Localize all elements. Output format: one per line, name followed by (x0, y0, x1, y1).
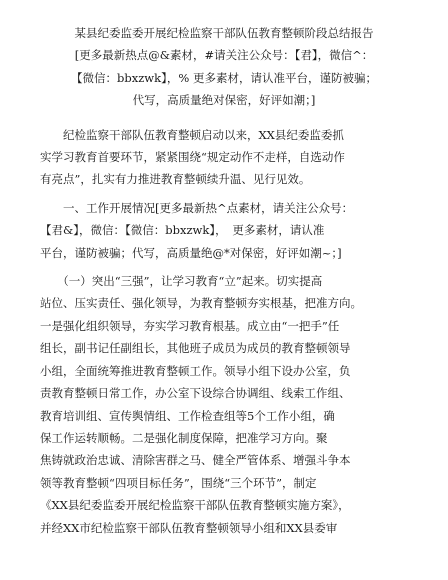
paragraph-line: 一、工作开展情况[更多最新热^点素材，请关注公众号： (40, 200, 354, 215)
paragraph-line: 焦铸就政治忠诚、清除害群之马、健全严管体系、增强斗争本 (40, 453, 351, 468)
header-promo-line: 代写，高质量绝对保密，好评如潮；] (132, 93, 316, 108)
paragraph-line: 责教育整顿日常工作，办公室下设综合协调组、线索工作组、 (40, 386, 351, 401)
paragraph-line: 纪检监察干部队伍教育整顿启动以来，XX县纪委监委抓 (40, 127, 344, 142)
intro-paragraph (40, 124, 408, 191)
paragraph-line: 《XX县纪委监委开展纪检监察干部队伍教育整顿实施方案》， (40, 498, 350, 513)
paragraph-line: 组长，副书记任副组长，其他班子成员为成员的教育整顿领导 (40, 341, 351, 356)
paragraph-line: 有亮点”，扎实有力推进教育整顿续升温、见行见效。 (40, 172, 311, 187)
header-promo-line: [更多最新热点@&素材，#请关注公众号：【君】，微信^： (74, 48, 374, 63)
section-heading (40, 197, 408, 264)
paragraph-line: 小组，全面统筹推进教育整顿工作。领导小组下设办公室，负 (40, 363, 351, 378)
paragraph-line: 教育培训组、宣传舆情组、工作检查组等5个工作小组，确 (40, 408, 335, 423)
paragraph-line: 站位、压实责任、强化领导，为教育整顿夯实根基，把准方向。 (40, 296, 362, 311)
paragraph-line: 平台，谨防被骗；代写，高质量绝@*对保密，好评如潮~；] (40, 245, 342, 260)
paragraph-line: 领等教育整顿“四项目标任务”，围绕“三个环节”，制定 (40, 475, 317, 490)
paragraph-line: 保工作运转顺畅。二是强化制度保障，把准学习方向。聚 (40, 430, 328, 445)
spacer (40, 112, 408, 124)
header-promo-line: 【微信：bbxzwk】，% 更多素材，请认准平台，谨防被骗； (71, 70, 377, 85)
paragraph-line: 【君&】，微信：【微信：bbxzwk】， 更多素材，请认准 (40, 223, 325, 238)
document-header (40, 22, 408, 112)
document-title: 某县纪委监委开展纪检监察干部队伍教育整顿阶段总结报告 (74, 26, 374, 40)
paragraph-line: 并经XX市纪检监察干部队伍教育整顿领导小组和XX县委审 (40, 520, 338, 535)
paragraph-line: （一）突出“三强”，让学习教育“立”起来。切实提高 (40, 274, 323, 289)
paragraph-line: 实学习教育首要环节，紧紧围绕“规定动作不走样，自选动作 (40, 150, 345, 165)
paragraph-line: 一是强化组织领导，夯实学习教育根基。成立由“一把手”任 (40, 318, 340, 333)
body-paragraph (40, 270, 408, 539)
